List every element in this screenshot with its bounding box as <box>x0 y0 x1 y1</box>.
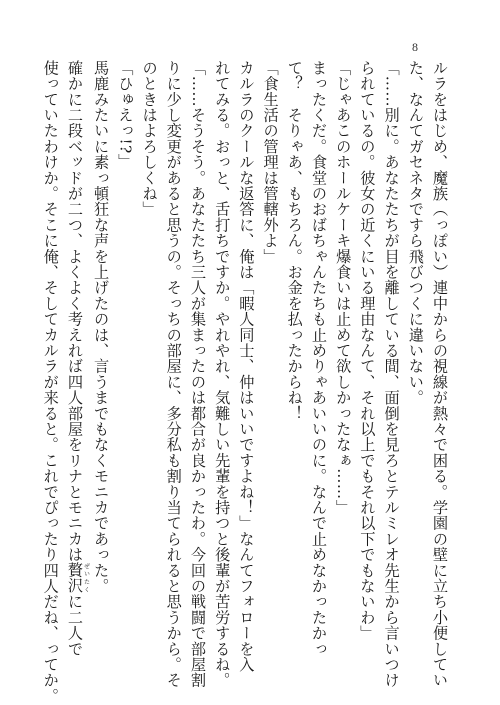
text-line: 馬鹿みたいに素っ頓狂な声を上げたのは、言うまでもなくモニカであった。 <box>92 60 111 594</box>
ruby-reading: ぜいたく <box>82 562 90 594</box>
text-line: 「……別に。あなたたちが目を離している間、面倒を見ろとテルミレオ先生から言いつけ <box>382 60 401 688</box>
ruby-annotation: 贅沢ぜいたく <box>65 562 90 594</box>
text-line: カルラのクールな返答に、俺は「暇人同士、仲はいいですよね！」なんてフォローを入 <box>237 60 256 673</box>
text-line: 「ひゅえっ!?」 <box>116 60 135 170</box>
text-line: 使っていたわけか。そこに俺、そしてカルラが来ると。これでぴったり四人だね、ってか。 <box>41 60 60 704</box>
text-line: 「……そうそう。あなたたち三人が集まったのは都合が良かったわ。今回の戦闘で部屋割 <box>188 60 207 688</box>
text-line: ルラをはじめ、魔族（っぽい）連中からの視線が熱々で困る。学園の壁に立ち小便してい <box>431 60 449 688</box>
text-line: りに少し変更があると思うの。そっちの部屋に、多分私も割り当てられると思うから。そ <box>164 60 183 688</box>
text-line: れてみる。おっと、舌打ちですか。やれやれ、気難しい先輩を持つと後輩が苦労するね。 <box>213 60 232 688</box>
text-line: られているの。彼女の近くにいる理由なんて、それ以上でもそれ以下でもないわ」 <box>358 60 377 641</box>
text-line: て？ そりゃあ、もちろん。お金を払ったからね！ <box>285 60 304 422</box>
text-line: まったくだ。食堂のおばちゃんたちも止めりゃあいいのに。なんで止めなかったかっ <box>309 60 328 657</box>
text-line: た、なんてガセネタですら飛びつくに違いない。 <box>406 60 425 406</box>
text-line: 「食生活の管理は管轄外よ」 <box>261 60 280 265</box>
text-line-with-ruby: 確かに二段ベッドが二つ、よくよく考えれば四人部屋をリナとモニカは贅沢ぜいたくに二人で <box>65 60 90 657</box>
page-number: 8 <box>412 40 418 54</box>
text-line: のときはよろしくね」 <box>140 60 159 217</box>
vertical-text-body <box>41 60 452 704</box>
text-line: 「じゃあこのホールケーキ爆食いは止めて欲しかったなぁ……」 <box>334 60 353 516</box>
